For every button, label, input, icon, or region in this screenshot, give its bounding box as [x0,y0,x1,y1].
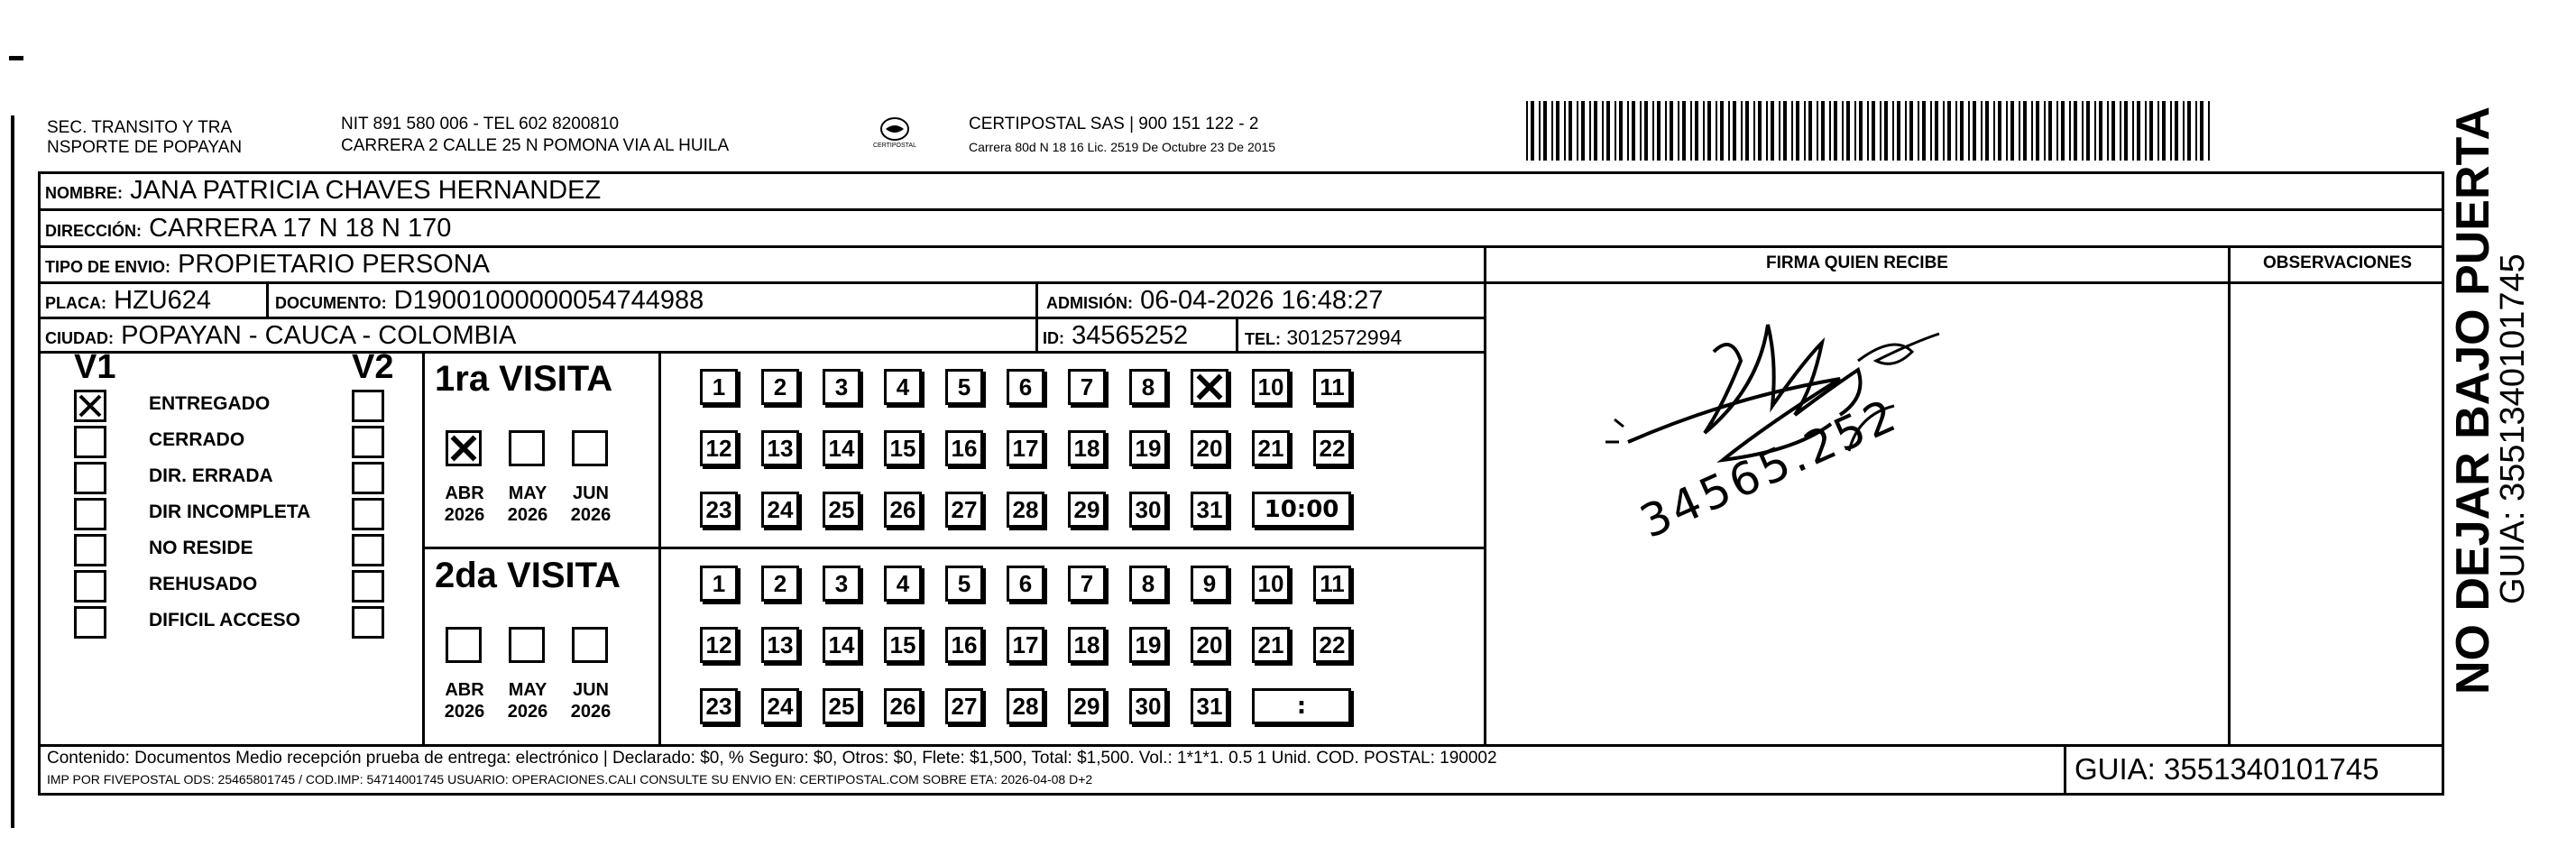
no-dejar-bajo-puerta: NO DEJAR BAJO PUERTA [2447,106,2499,695]
v2-checkbox[interactable] [352,426,384,458]
day-box[interactable]: 18 [1068,430,1106,466]
carrier-logo [868,114,922,159]
day-box[interactable]: 17 [1007,430,1044,466]
documento-label: DOCUMENTO: [275,294,387,312]
tel-value: 3012572994 [1286,326,1403,349]
placa-label: PLACA: [45,294,106,312]
v2-checkbox[interactable] [352,390,384,422]
day-box[interactable]: 26 [884,688,922,724]
day-box[interactable]: 5 [945,566,983,602]
v2-checkbox[interactable] [352,570,384,603]
day-box[interactable]: 29 [1068,688,1106,724]
month-label: MAY 2026 [507,680,548,722]
nombre-label: NOMBRE: [45,184,123,202]
v1-checkbox[interactable] [74,498,106,530]
day-box[interactable]: 3 [823,369,860,405]
day-box[interactable]: 24 [761,688,799,724]
admision-label: ADMISIÓN: [1046,294,1133,312]
month-label: JUN 2026 [570,483,612,525]
day-box[interactable]: 31 [1191,688,1228,724]
status-label: DIR. ERRADA [149,465,273,486]
placa-value: HZU624 [114,286,212,315]
v2-label: V2 [352,348,394,386]
day-box[interactable]: 21 [1252,430,1290,466]
footer-line-1: Contenido: Documentos Medio recepción prueba de entrega: electrónico | Declarado: $0, % Seguro: $0, Otros: $0, Flete: $1,500, Total: $1,500. Vol.: 1*1*1. 0.5 1 Unid. COD. POSTAL: 190002 [47,749,1497,768]
day-box[interactable]: 4 [884,566,922,602]
status-label: DIR INCOMPLETA [149,502,311,522]
v2-checkbox[interactable] [352,462,384,494]
v1-checkbox[interactable] [74,606,106,639]
day-box[interactable]: 23 [700,492,738,528]
day-box[interactable]: 29 [1068,492,1106,528]
ciudad-label: CIUDAD: [45,329,114,347]
day-box[interactable]: 20 [1191,627,1228,663]
day-box[interactable]: 25 [823,492,860,528]
day-box[interactable]: 23 [700,688,738,724]
visit-2-title: 2da VISITA [435,556,621,595]
day-box[interactable]: 17 [1007,627,1044,663]
day-box[interactable]: 11 [1313,566,1351,602]
handwritten-id: 34565.252 [1633,388,1907,548]
nit-line-2: CARRERA 2 CALLE 25 N POMONA VIA AL HUILA [341,136,730,155]
day-box[interactable]: 30 [1129,492,1167,528]
barcode [1524,101,2219,164]
placa-cell [45,285,211,318]
day-box[interactable]: 27 [945,688,983,724]
carrier-line-1: CERTIPOSTAL SAS | 900 151 122 - 2 [969,115,1259,133]
day-box[interactable]: 18 [1068,627,1106,663]
status-label: REHUSADO [149,574,258,594]
id-value: 34565252 [1072,321,1189,350]
admision-value: 06-04-2026 16:48:27 [1140,286,1384,315]
nombre-row [45,175,601,208]
observaciones-label: OBSERVACIONES [2262,253,2413,272]
v1-checkbox[interactable] [74,426,106,458]
logo-icon [868,114,922,159]
day-box[interactable]: 22 [1313,627,1351,663]
day-box[interactable]: 8 [1129,566,1167,602]
day-box[interactable]: 13 [761,430,799,466]
visit-1-title: 1ra VISITA [435,359,613,399]
day-box[interactable]: 27 [945,492,983,528]
day-box[interactable]: 7 [1068,369,1106,405]
admision-cell [1046,285,1383,318]
month-checkbox[interactable] [509,627,545,663]
month-label: ABR 2026 [444,680,485,722]
direccion-value: CARRERA 17 N 18 N 170 [149,214,452,243]
day-box[interactable]: 24 [761,492,799,528]
day-box[interactable]: 13 [761,627,799,663]
day-box[interactable]: 2 [761,566,799,602]
firma-label: FIRMA QUIEN RECIBE [1766,253,1948,272]
day-box[interactable]: 19 [1129,627,1167,663]
v2-checkbox[interactable] [352,606,384,639]
day-box[interactable]: 7 [1068,566,1106,602]
month-checkbox[interactable] [446,430,482,466]
day-box[interactable]: 20 [1191,430,1228,466]
status-label: ENTREGADO [149,393,271,414]
documento-cell [275,285,704,318]
footer-line-2: IMP POR FIVEPOSTAL ODS: 25465801745 / COD.IMP: 54714001745 USUARIO: OPERACIONES.CALI CONSULTE SU ENVIO EN: CERTIPOSTAL.COM SOBRE ETA: 2026-04-08 D+2 [47,772,1093,787]
carrier-line-2: Carrera 80d N 18 16 Lic. 2519 De Octubre 23 De 2015 [969,140,1276,154]
tipo-row [45,249,490,282]
side-guia: GUIA: 3551340101745 [2494,253,2532,604]
id-label: ID: [1043,329,1064,347]
month-label: MAY 2026 [507,483,548,525]
day-box[interactable]: 12 [700,430,738,466]
month-label: ABR 2026 [444,483,485,525]
month-checkbox[interactable] [446,627,482,663]
day-box[interactable]: 22 [1313,430,1351,466]
footer-guia: GUIA: 3551340101745 [2075,752,2379,786]
v1-checkbox[interactable] [74,534,106,566]
month-label: JUN 2026 [570,680,612,722]
tel-cell [1245,322,1402,354]
scan-mark [9,56,23,60]
day-box[interactable]: 4 [884,369,922,405]
day-box[interactable]: 16 [945,627,983,663]
check-x-icon [77,392,104,419]
status-label: NO RESIDE [149,538,253,558]
tel-label: TEL: [1245,330,1281,348]
v1-checkbox[interactable] [74,390,106,422]
day-box[interactable]: 28 [1007,688,1044,724]
day-box[interactable] [1191,369,1228,405]
v1-checkbox[interactable] [74,570,106,603]
v2-checkbox[interactable] [352,534,384,566]
day-box[interactable]: 25 [823,688,860,724]
day-box[interactable]: 11 [1313,369,1351,405]
v1-checkbox[interactable] [74,462,106,494]
sender-line-1: SEC. TRANSITO Y TRA [47,118,233,137]
nombre-value: JANA PATRICIA CHAVES HERNANDEZ [130,176,602,205]
day-box[interactable]: 19 [1129,430,1167,466]
tipo-label: TIPO DE ENVIO: [45,258,171,276]
day-box[interactable]: 14 [823,627,860,663]
day-box[interactable]: 15 [884,627,922,663]
sender-line-2: NSPORTE DE POPAYAN [47,138,243,157]
day-box[interactable]: 6 [1007,566,1044,602]
day-box[interactable]: 6 [1007,369,1044,405]
month-checkbox[interactable] [572,430,608,466]
scan-edge-line [11,115,14,828]
v1-label: V1 [74,348,116,386]
day-box[interactable]: 21 [1252,627,1290,663]
day-box[interactable]: 5 [945,369,983,405]
documento-value: D19001000000054744988 [393,286,704,315]
day-box[interactable]: 26 [884,492,922,528]
day-box[interactable]: 16 [945,430,983,466]
direccion-label: DIRECCIÓN: [45,222,142,240]
time-box[interactable]: : [1252,688,1351,724]
day-box[interactable]: 12 [700,627,738,663]
day-box[interactable]: 10 [1252,369,1290,405]
logo-text: CERTIPOSTAL [873,143,916,149]
day-box[interactable]: 10 [1252,566,1290,602]
signature-drawing [1587,307,2129,613]
day-box[interactable]: 14 [823,430,860,466]
day-box[interactable]: 1 [700,369,738,405]
time-box[interactable]: 10:00 [1252,492,1351,528]
day-box[interactable]: 8 [1129,369,1167,405]
day-box[interactable]: 9 [1191,566,1228,602]
check-x-icon [448,433,479,464]
month-checkbox[interactable] [572,627,608,663]
id-cell [1043,320,1188,354]
day-box[interactable]: 3 [823,566,860,602]
nit-line-1: NIT 891 580 006 - TEL 602 8200810 [341,115,620,133]
status-label: DIFICIL ACCESO [149,610,301,630]
check-x-icon [1193,372,1226,402]
month-checkbox[interactable] [509,430,545,466]
ciudad-value: POPAYAN - CAUCA - COLOMBIA [121,321,517,350]
v2-checkbox[interactable] [352,498,384,530]
day-box[interactable]: 1 [700,566,738,602]
day-box[interactable]: 2 [761,369,799,405]
day-box[interactable]: 31 [1191,492,1228,528]
status-label: CERRADO [149,429,245,450]
day-box[interactable]: 15 [884,430,922,466]
day-box[interactable]: 28 [1007,492,1044,528]
day-box[interactable]: 30 [1129,688,1167,724]
direccion-row [45,213,451,246]
tipo-value: PROPIETARIO PERSONA [178,250,491,279]
